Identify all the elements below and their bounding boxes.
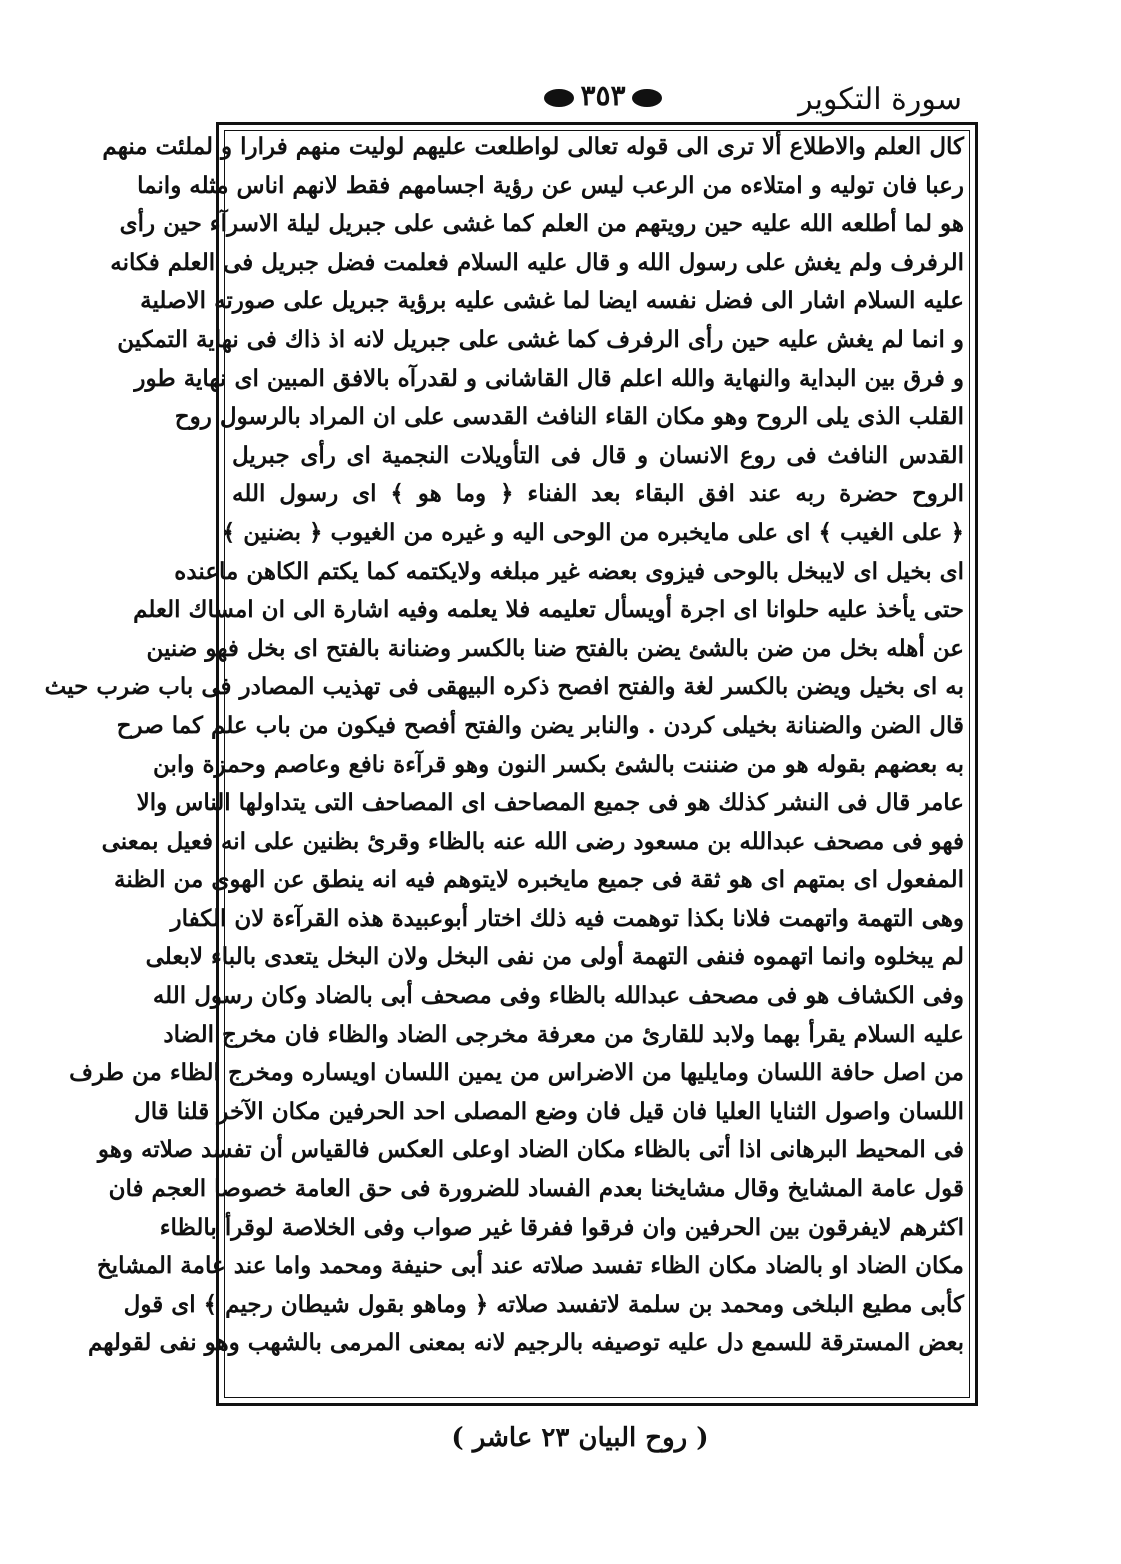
text-line: الروح حضرة ربه عند افق البقاء بعد الفناء ﴿ وما هو ﴾ اى رسول الله: [232, 480, 964, 508]
text-line: و انما لم يغش عليه حين رأى الرفرف كما غشى على جبريل لانه اذ ذاك فى نهاية التمكين: [117, 325, 964, 353]
text-line: بعض المسترقة للسمع دل عليه توصيفه بالرجيم لانه بمعنى المرمى بالشهب وهو نفى لقولهم: [88, 1329, 964, 1357]
text-line: اللسان واصول الثنايا العليا فان قيل فان وضع المصلى احد الحرفين مكان الآخر قلنا قال: [133, 1097, 964, 1125]
text-line: حتى يأخذ عليه حلوانا اى اجرة أويسأل تعليمه فلا يعلمه وفيه اشارة الى ان امساك العلم: [133, 596, 964, 624]
text-line: قول عامة المشايخ وقال مشايخنا بعدم الفساد للضرورة فى حق العامة خصوصا العجم فان: [108, 1175, 964, 1203]
text-line: اى بخيل اى لايبخل بالوحى فيزوى بعضه غير مبلغه ولايكتمه كما يكتم الكاهن ماعنده: [174, 557, 964, 585]
text-line: عليه السلام يقرأ بهما ولابد للقارئ من معرفة مخرجى الضاد والظاء فان مخرج الضاد: [163, 1020, 964, 1048]
text-line: به بعضهم بقوله هو من ضننت بالشئ بكسر النون وهو قرآءة نافع وعاصم وحمزة وابن: [153, 750, 964, 778]
page-number-ornament: [538, 78, 668, 114]
text-line: لم يبخلوه وانما اتهموه فنفى التهمة أولى من نفى البخل ولان البخل يتعدى بالباء لابعلى: [145, 943, 964, 971]
text-line: قال الضن والضنانة بخيلى كردن . والنابر يضن والفتح أفصح فيكون من باب علم كما صرح: [116, 711, 964, 739]
text-line: وهى التهمة واتهمت فلانا بكذا توهمت فيه ذلك اختار أبوعبيدة هذه القرآءة لان الكفار: [170, 904, 964, 932]
page-header: [200, 76, 970, 120]
body-text: [44, 128, 964, 1363]
text-line: فهو فى مصحف عبدالله بن مسعود رضى الله عنه بالظاء وقرئ بظنين على انه فعيل بمعنى: [101, 827, 964, 855]
text-line: المفعول اى بمتهم اى هو ثقة فى جميع مايخبره لايتوهم فيه انه ينطق عن الهوى من الظنة: [113, 866, 964, 894]
footer-signature: ( روح البيان ٢٣ عاشر ): [451, 1423, 709, 1453]
text-line: القدس النافث فى روع الانسان و قال فى التأويلات النجمية اى رأى جبريل: [232, 441, 964, 469]
text-line: اكثرهم لايفرقون بين الحرفين وان فرقوا ففرقا غير صواب وفى الخلاصة لوقرأ بالظاء: [159, 1213, 964, 1241]
ornament-icon: [632, 89, 662, 107]
ornament-icon: [544, 89, 574, 107]
text-line: رعبا فان توليه و امتلاءه من الرعب ليس عن رؤية اجسامهم فقط لانهم اناس مثله وانما: [137, 171, 964, 199]
text-line: عن أهله بخل من ضن بالشئ يضن بالفتح ضنا بالكسر وضنانة بالفتح اى بخل فهو ضنين: [146, 634, 964, 662]
text-line: وفى الكشاف هو فى مصحف عبدالله بالظاء وفى مصحف أبى بالضاد وكان رسول الله: [152, 982, 964, 1010]
text-line: عليه السلام اشار الى فضل نفسه ايضا لما غشى عليه برؤية جبريل على صورته الاصلية: [140, 287, 964, 315]
surah-title: سورة التكوير: [798, 82, 962, 117]
text-line: عامر قال فى النشر كذلك هو فى جميع المصاحف اى المصاحف التى يتداولها الناس والا: [136, 789, 964, 817]
text-line: الرفرف ولم يغش على رسول الله و قال عليه السلام فعلمت فضل جبريل فى العلم فكانه: [110, 248, 964, 276]
text-line: القلب الذى يلى الروح وهو مكان القاء النافث القدسى على ان المراد بالرسول روح: [174, 403, 964, 431]
text-line: مكان الضاد او بالضاد مكان الظاء تفسد صلاته عند أبى حنيفة ومحمد واما عند عامة المشايخ: [96, 1252, 964, 1280]
text-line: و فرق بين البداية والنهاية والله اعلم قال القاشانى و لقدرآه بالافق المبين اى نهاية طور: [134, 364, 964, 392]
text-line: كأبى مطيع البلخى ومحمد بن سلمة لاتفسد صلاته ﴿ وماهو بقول شيطان رجيم ﴾ اى قول: [123, 1290, 964, 1318]
page-number: ٣٥٣: [580, 79, 626, 112]
text-line: من اصل حافة اللسان ومايليها من الاضراس من يمين اللسان اويساره ومخرج الظاء من طرف: [69, 1059, 964, 1087]
text-line: به اى بخيل ويضن بالكسر لغة والفتح افصح ذكره البيهقى فى تهذيب المصادر فى باب ضرب حيث: [44, 673, 964, 701]
text-line: ﴿ على الغيب ﴾ اى على مايخبره من الوحى اليه و غيره من الغيوب ﴿ بضنين ﴾: [221, 518, 964, 546]
text-line: فى المحيط البرهانى اذا أتى بالظاء مكان الضاد اوعلى العكس فالقياس أن تفسد صلاته وهو: [97, 1136, 964, 1164]
text-line: هو لما أطلعه الله عليه حين رويتهم من العلم كما غشى على جبريل ليلة الاسرآء حين رأى: [119, 210, 964, 238]
text-line: كال العلم والاطلاع ألا ترى الى قوله تعالى لواطلعت عليهم لوليت منهم فرارا و لملئت منهم: [102, 133, 964, 160]
